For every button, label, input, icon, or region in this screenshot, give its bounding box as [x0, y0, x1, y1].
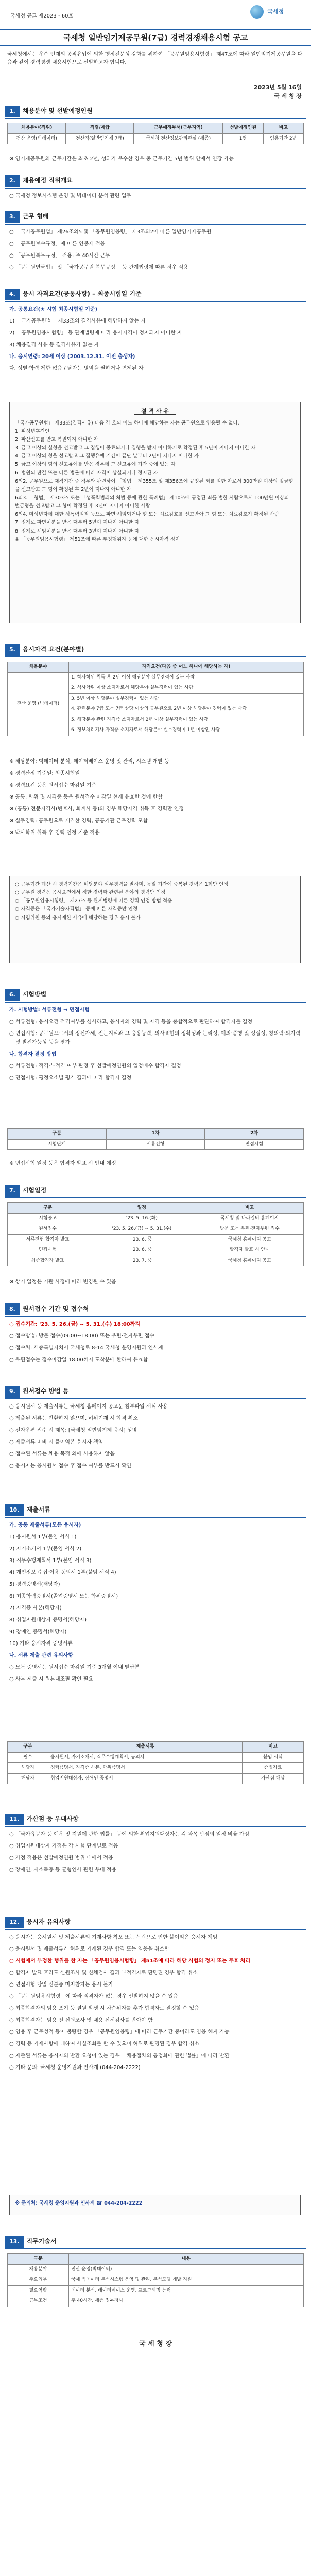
box-line: 7. 징계로 파면처분을 받은 때부터 5년이 지나지 아니한 자	[15, 520, 140, 526]
list-item: ○ 면접시험: 공무원으로서의 정신자세, 전문지식과 그 응용능력, 의사표현의 정확성과 논리성, 예의·품행 및 성실성, 창의력·의지력 및 발전가능성 등을 평가	[9, 1031, 301, 1045]
table-row	[8, 1245, 304, 1256]
table-cell: 합격자 발표 시 안내	[196, 1245, 303, 1256]
list-item: ○ 접수처: 세종특별자치시 국세청로 8-14 국세청 운영지원과 인사계	[9, 1345, 163, 1351]
table-cell: 국세청 홈페이지 공고	[196, 1256, 303, 1266]
box-line: ○ 자격증은 「국가기술자격법」 등에 따른 자격증만 인정	[15, 906, 138, 912]
notice-date: 2023년 5월 16일	[253, 84, 302, 91]
list-item: ○ 취업지원대상자 가점은 각 시험 단계별로 적용	[9, 1843, 118, 1849]
list-item: ○ 국세청 정보시스템 운영 및 빅데이터 분석 관련 업무	[9, 193, 132, 199]
table-cell: 경력증명서, 자격증 사본, 학위증명서	[48, 1763, 243, 1774]
logo-text: 국세청	[267, 8, 284, 15]
section-label: 가산점 등 우대사항	[26, 1815, 79, 1822]
section-number: 11.	[5, 1814, 24, 1825]
list-item: 다. 성별·학력 제한 없음 / 남자는 병역을 필하거나 면제된 자	[9, 366, 144, 371]
column-header: 채용분야(직위)	[8, 123, 66, 134]
table-cell: 응시원서, 자기소개서, 직무수행계획서, 동의서	[48, 1752, 243, 1763]
table-cell: 서류전형 합격자 발표	[8, 1234, 88, 1245]
table-cell: 취업지원대상자, 장애인 증명서	[48, 1773, 243, 1784]
section-label: 시험방법	[22, 991, 47, 998]
list-item: 8) 취업지원대상자 증명서(해당자)	[9, 1617, 87, 1623]
table-cell: 전산 운영 (빅데이터)	[8, 672, 69, 736]
note-text: ※ 경력산정 기준일: 최종시험일	[9, 771, 80, 776]
table-cell: 전산직(일반임기제 7급)	[66, 133, 134, 144]
table-cell: 해당자	[8, 1763, 48, 1774]
section-7-note	[9, 1278, 303, 1290]
section-11-body	[9, 1830, 303, 1877]
list-item: ○ 접수기간: '23. 5. 26.(금) ~ 5. 31.(수) 18:00까지	[9, 1321, 141, 1327]
list-item: ○ 장애인, 저소득층 등 균형인사 관련 우대 적용	[9, 1867, 117, 1873]
section-label: 직무기술서	[26, 2238, 57, 2245]
section-2-heading	[5, 175, 306, 189]
section-9-heading	[5, 1386, 306, 1399]
box-line: 「국가공무원법」 제33조(결격사유) 다음 각 호의 어느 하나에 해당하는 자는 공무원으로 임용될 수 없다.	[15, 420, 239, 426]
table-cell: 국세 빅데이터 분석시스템 운영 및 관리, 분석모델 개발 지원	[69, 2275, 304, 2286]
table-row	[8, 2285, 304, 2296]
list-item: 2) 자기소개서 1부(붙임 서식 2)	[9, 1546, 82, 1552]
section-12-heading	[5, 1917, 306, 1930]
list-item: 1) 응시원서 1부(붙임 서식 1)	[9, 1534, 77, 1540]
section-1-heading	[5, 106, 306, 119]
notice-number: 국세청 공고 제2023 - 60호	[10, 13, 74, 19]
section-number: 9.	[5, 1386, 20, 1398]
section-label: 응시자격 요건(분야별)	[22, 646, 84, 653]
table-cell: '23. 7. 중	[88, 1256, 196, 1266]
list-item: ○ 「공무원연금법」 및 「국가공무원 복무규정」 등 관계법령에 따른 처우 적용	[9, 265, 188, 270]
section-6-body	[9, 1006, 303, 1086]
table-cell: 1. 학사학위 취득 후 2년 이상 해당분야 실무경력이 있는 사람	[69, 672, 304, 683]
list-item: 나. 서류 제출 관련 유의사항	[9, 1653, 73, 1658]
column-header: 근무예정부서(근무지역)	[134, 123, 223, 134]
section-8-body	[9, 1320, 303, 1367]
table-cell: 2. 석사학위 이상 소지자로서 해당분야 실무경력이 있는 사람	[69, 683, 304, 694]
column-header: 비고	[196, 1203, 303, 1214]
list-item: ○ 제출된 서류는 응시자의 반환 요청이 있는 경우 「채용절차의 공정화에 관한 법률」에 따라 반환	[9, 2053, 230, 2059]
list-item: ○ 면접시험 당일 신분증 미지참자는 응시 불가	[9, 1982, 113, 1988]
table-cell: 4. 관련분야 7급 또는 7급 상당 이상의 공무원으로 2년 이상 해당분야 경력이 있는 사람	[69, 704, 304, 715]
section-number: 3.	[5, 211, 20, 223]
table-cell: 면접시험	[8, 1245, 88, 1256]
list-item: ○ 기타 문의: 국세청 운영지원과 인사계 (044-204-2222)	[9, 2065, 141, 2071]
document-table	[7, 1741, 304, 1784]
list-item: ○ 최종합격자의 임용 포기 등 결원 발생 시 차순위자를 추가 합격자로 결정할 수 있음	[9, 2006, 199, 2011]
note-text: ※ 공통: 학위 및 자격증 등은 원서접수 마감일 현재 유효한 것에 한함	[9, 794, 163, 800]
list-item: 2) 「공무원임용시험령」 등 관계법령에 따라 응시자격이 정지되지 아니한 자	[9, 330, 182, 336]
table-row	[8, 2264, 304, 2275]
section-4-heading	[5, 289, 306, 302]
section-7-heading	[5, 1185, 306, 1198]
table-cell: 데이터 분석, 데이터베이스 운영, 프로그래밍 능력	[69, 2285, 304, 2296]
box-line: 6. 법원의 판결 또는 다른 법률에 따라 자격이 상실되거나 정지된 자	[15, 470, 158, 476]
column-header: 2차	[205, 1129, 304, 1140]
table-cell: '23. 6. 중	[88, 1234, 196, 1245]
section-8-heading	[5, 1303, 306, 1317]
box-line: 6의3. 「형법」 제303조 또는 「성폭력범죄의 처벌 등에 관한 특례법」 제10조에 규정된 죄를 범한 사람으로서 100만원 이상의 벌금형을 선고받고 그 형이 확정된 후 3년이 지나지 아니한 사람	[15, 495, 289, 510]
list-item: ○ 경력 등 기재사항에 대하여 사실조회를 할 수 있으며 허위로 판명된 경우 합격 취소	[9, 2041, 199, 2047]
table-cell: 해당자	[8, 1773, 48, 1784]
box-line: ○ 공무원 경력은 응시요건에서 정한 경력과 관련된 분야의 경력만 인정	[15, 890, 166, 896]
box-line: ○ 근무기간 계산 시 경력기간은 해당분야 실무경력을 말하며, 동일 기간에 중복된 경력은 1회만 인정	[15, 882, 229, 887]
section-number: 10.	[5, 1504, 24, 1516]
position-table	[7, 123, 304, 144]
section-number: 13.	[5, 2236, 24, 2248]
list-item: ○ 접수방법: 방문 접수(09:00~18:00) 또는 우편·전자우편 접수	[9, 1333, 155, 1339]
stage-table	[7, 1128, 304, 1150]
list-item: 3) 직무수행계획서 1부(붙임 서식 3)	[9, 1558, 92, 1564]
list-item: ○ 접수된 서류는 채용 목적 외에 사용하지 않음	[9, 1451, 115, 1457]
section-label: 제출서류	[26, 1506, 50, 1513]
table-cell: 주 40시간, 세종 정부청사	[69, 2296, 304, 2307]
list-item: ○ 서류전형: 적격·부적격 여부 판정 후 선발예정인원의 일정배수 합격자 결정	[9, 1063, 181, 1069]
table-cell: 면접시험	[205, 1139, 304, 1150]
table-cell: 방문 또는 우편·전자우편 접수	[196, 1224, 303, 1235]
section-number: 2.	[5, 175, 20, 187]
section-5-heading	[5, 644, 306, 657]
page-title: 국세청 일반임기제공무원(7급) 경력경쟁채용시험 공고	[63, 33, 248, 42]
note-text: ※ 임기제공무원의 근무기간은 최초 2년, 성과가 우수한 경우 총 근무기간 5년 범위 안에서 연장 가능	[9, 156, 234, 162]
section-number: 8.	[5, 1303, 20, 1315]
column-header: 자격요건(다음 중 어느 하나에 해당하는 자)	[69, 662, 304, 673]
list-item: ○ 「국가공무원법」 제26조의5 및 「공무원임용령」 제3조의2에 따른 일반임기제공무원	[9, 229, 212, 235]
section-number: 5.	[5, 644, 20, 656]
note-text: ※ 해당분야: 빅데이터 분석, 데이터베이스 운영 및 관리, 시스템 개발 등	[9, 759, 169, 765]
note-text: ※ (공통) 전문자격사(변호사, 회계사 등)의 경우 해당자격 취득 후 경력만 인정	[9, 806, 184, 812]
list-item: ○ 우편접수는 접수마감일 18:00까지 도착분에 한하여 유효함	[9, 1357, 148, 1363]
list-item: ○ 서류전형: 응시요건 적격여부를 심사하고, 응시자의 경력 및 자격 등을 종합적으로 판단하여 합격자를 결정	[9, 1019, 252, 1025]
table-row	[8, 1213, 304, 1224]
table-cell: 필수	[8, 1752, 48, 1763]
logo-icon	[250, 5, 264, 19]
section-6-note	[9, 1159, 303, 1171]
table-cell: 시험단계	[8, 1139, 107, 1150]
table-row	[8, 2275, 304, 2286]
column-header: 채용분야	[8, 662, 69, 673]
column-header: 1차	[106, 1129, 205, 1140]
list-item: 7) 자격증 사본(해당자)	[9, 1605, 62, 1611]
table-cell: 붙임 서식	[243, 1752, 304, 1763]
box-line: 5. 금고 이상의 형의 선고유예를 받은 경우에 그 선고유예 기간 중에 있는 자	[15, 462, 176, 468]
qualification-table	[7, 662, 304, 736]
note-text: ※ 실무경력: 공무원으로 재직한 경력, 공공기관 근무경력 포함	[9, 818, 148, 824]
disqualification-box	[9, 402, 301, 623]
list-item: ○ 「공무원보수규정」에 따른 연봉제 적용	[9, 241, 106, 247]
box-title	[15, 406, 295, 416]
list-item: 1) 「국가공무원법」 제33조의 결격사유에 해당하지 않는 자	[9, 318, 146, 324]
box-line: 3. 금고 이상의 실형을 선고받고 그 집행이 종료되거나 집행을 받지 아니하기로 확정된 후 5년이 지나지 아니한 자	[15, 445, 256, 451]
section-6-heading	[5, 989, 306, 1003]
table-header-row	[8, 662, 304, 673]
list-item: ○ 임용 후 근무성적 등이 불량할 경우 「공무원임용령」에 따라 근무기간 중이라도 임용 해지 가능	[9, 2029, 230, 2035]
section-10-heading	[5, 1504, 306, 1518]
table-row	[8, 1256, 304, 1266]
job-description-table	[7, 2253, 304, 2307]
column-header: 일정	[88, 1203, 196, 1214]
section-9-body	[9, 1402, 303, 1473]
list-item: ○ 응시원서 및 제출서류가 허위로 기재된 경우 합격 또는 임용을 취소함	[9, 1946, 169, 1952]
section-label: 원서접수 기간 및 접수처	[22, 1305, 89, 1312]
table-cell: 시험공고	[8, 1213, 88, 1224]
list-item: ○ 모든 증명서는 원서접수 마감일 기준 3개월 이내 발급분	[9, 1665, 140, 1670]
section-label: 응시자 유의사항	[26, 1918, 71, 1925]
box-line: ○ 「공무원임용시험령」 제27조 등 관계법령에 따른 경력 인정 방법 적용	[15, 898, 172, 904]
list-item: ○ 시험에서 부정한 행위를 한 자는 「공무원임용시험령」 제51조에 따라 해당 시험의 정지 또는 무효 처리	[9, 1958, 251, 1964]
table-header-row	[8, 1129, 304, 1140]
table-header-row	[8, 123, 304, 134]
list-item: ○ 제출된 서류는 반환하지 않으며, 허위기재 시 합격 취소	[9, 1416, 138, 1421]
list-item: 가. 시험방법: 서류전형 → 면접시험	[9, 1007, 90, 1013]
box-line: 2. 파산선고를 받고 복권되지 아니한 자	[15, 436, 98, 443]
table-cell: '23. 5. 16.(화)	[88, 1213, 196, 1224]
schedule-table	[7, 1202, 304, 1266]
box-line: 1. 피성년후견인	[15, 428, 50, 434]
column-header: 선발예정인원	[223, 123, 263, 134]
table-cell: 가산점 대상	[243, 1773, 304, 1784]
table-row	[8, 2296, 304, 2307]
section-number: 6.	[5, 989, 20, 1001]
section-10-body	[9, 1521, 303, 1687]
section-number: 7.	[5, 1185, 20, 1197]
table-cell: 근무조건	[8, 2296, 69, 2307]
section-5-notes	[9, 757, 303, 840]
section-number: 1.	[5, 106, 20, 117]
box-line: 8. 징계로 해임처분을 받은 때부터 3년이 지나지 아니한 자	[15, 528, 140, 534]
table-row	[8, 1763, 304, 1774]
table-row	[8, 1752, 304, 1763]
list-item: 가. 공통요건(★ 시험 최종시험일 기준)	[9, 307, 98, 312]
table-cell: 증빙자료	[243, 1763, 304, 1774]
table-cell: 3. 5년 이상 해당분야 실무경력이 있는 사람	[69, 693, 304, 704]
title-rule-bottom	[0, 45, 311, 46]
note-text: ※ 상기 일정은 기관 사정에 따라 변경될 수 있음	[9, 1279, 116, 1285]
table-header-row	[8, 1203, 304, 1214]
logo	[250, 5, 284, 19]
list-item: ○ 최종합격자는 임용 전 신원조사 및 채용 신체검사를 받아야 함	[9, 2018, 153, 2023]
table-row	[8, 133, 304, 144]
column-header: 내용	[69, 2254, 304, 2265]
table-cell: 주요업무	[8, 2275, 69, 2286]
notice-signer: 국 세 청 장	[274, 92, 302, 99]
list-item: ○ 「공무원복무규정」 적용: 주 40시간 근무	[9, 253, 110, 259]
table-cell: 원서접수	[8, 1224, 88, 1235]
box-line: ※ 「공무원임용시험령」 제51조에 따른 부정행위자 등에 대한 응시자격 정지	[15, 536, 180, 543]
table-cell: 전산 운영(빅데이터)	[69, 2264, 304, 2275]
section-label: 채용분야 및 선발예정인원	[22, 107, 93, 114]
list-item: ○ 「국가유공자 등 예우 및 지원에 관한 법률」 등에 의한 취업지원대상자는 각 과목 만점의 일정 비율 가점	[9, 1832, 249, 1837]
column-header: 제출서류	[48, 1742, 243, 1753]
table-row	[8, 1224, 304, 1235]
box-line: 6의4. 미성년자에 대한 성폭력범죄 등으로 파면·해임되거나 형 또는 치료감호를 선고받아 그 형 또는 치료감호가 확정된 사람	[15, 512, 280, 518]
table-cell: 6. 정보처리기사 자격증 소지자로서 해당분야 실무경력이 1년 이상인 사람	[69, 725, 304, 736]
table-cell: 임용기간 2년	[263, 133, 303, 144]
section-number: 4.	[5, 289, 20, 300]
column-header: 직렬/계급	[66, 123, 134, 134]
list-item: ○ 전자우편 접수 시 제목: [국세청 일반임기제 응시] 성명	[9, 1428, 137, 1433]
list-item: 6) 최종학력증명서(졸업증명서 또는 학위증명서)	[9, 1594, 118, 1599]
section-11-heading	[5, 1814, 306, 1827]
list-item: 가. 공통 제출서류(모든 응시자)	[9, 1522, 81, 1528]
table-header-row	[8, 1742, 304, 1753]
table-cell: 국세청 및 나라일터 홈페이지	[196, 1213, 303, 1224]
section-13-heading	[5, 2236, 306, 2249]
list-item: 나. 응시연령: 20세 이상 (2003.12.31. 이전 출생자)	[9, 354, 135, 360]
section-label: 근무 형태	[22, 213, 49, 220]
table-cell: '23. 6. 중	[88, 1245, 196, 1256]
table-cell: 최종합격자 발표	[8, 1256, 88, 1266]
box-line: 4. 금고 이상의 형을 선고받고 그 집행유예 기간이 끝난 날부터 2년이 지나지 아니한 자	[15, 453, 199, 460]
column-header: 구분	[8, 1203, 88, 1214]
section-label: 응시 자격요건(공통사항) – 최종시험일 기준	[22, 290, 142, 297]
column-header: 비고	[243, 1742, 304, 1753]
list-item: 3) 채용결격 사유 등 결격사유가 없는 자	[9, 342, 99, 348]
table-row	[8, 1234, 304, 1245]
box-line: 6의2. 공무원으로 재직기간 중 직무와 관련하여 「형법」 제355조 및 제356조에 규정된 죄를 범한 자로서 300만원 이상의 벌금형을 선고받고 그 형이 확정된 후 2년이 지나지 아니한 자	[15, 478, 293, 493]
table-row	[8, 672, 304, 683]
list-item: ○ 응시자는 응시원서 및 제출서류의 기재사항 착오 또는 누락으로 인한 불이익은 응시자 책임	[9, 1935, 218, 1940]
section-12-body	[9, 1933, 303, 2075]
contact-box	[9, 2195, 301, 2215]
section-2-body	[9, 192, 303, 204]
list-item: 나. 합격자 결정 방법	[9, 1052, 57, 1057]
list-item: ○ 응시원서 등 제출서류는 국세청 홈페이지 공고문 첨부파일 서식 사용	[9, 1404, 168, 1410]
column-header: 구분	[8, 2254, 69, 2265]
section-label: 채용예정 직위개요	[22, 177, 73, 184]
table-cell: 필요역량	[8, 2285, 69, 2296]
section-label: 원서접수 방법 등	[22, 1387, 69, 1395]
section-1-note	[9, 155, 303, 166]
column-header: 구분	[8, 1129, 107, 1140]
section-3-body	[9, 228, 303, 275]
section-label: 시험일정	[22, 1187, 47, 1194]
note-text: ※ 면접시험 일정 등은 합격자 발표 시 안내 예정	[9, 1161, 116, 1166]
table-cell: 국세청 전산정보관리관실 (세종)	[134, 133, 223, 144]
table-row	[8, 1773, 304, 1784]
list-item: ○ 가점 적용은 선발예정인원 범위 내에서 적용	[9, 1855, 113, 1861]
table-header-row	[8, 2254, 304, 2265]
list-item: ○ 면접시험: 평정요소별 평가 결과에 따라 합격자 결정	[9, 1075, 132, 1081]
table-cell: 1명	[223, 133, 263, 144]
column-header: 구분	[8, 1742, 48, 1753]
list-item: ○ 사본 제출 시 원본대조필 확인 필요	[9, 1676, 94, 1682]
section-4-body	[9, 305, 303, 376]
column-header: 비고	[263, 123, 303, 134]
list-item: 4) 개인정보 수집·이용 동의서 1부(붙임 서식 4)	[9, 1570, 116, 1575]
table-cell: 국세청 홈페이지 공고	[196, 1234, 303, 1245]
note-text: ※ 박사학위 취득 후 경력 인정 기준 적용	[9, 830, 100, 836]
list-item: ○ 응시자는 응시원서 접수 후 접수 여부를 반드시 확인	[9, 1463, 132, 1469]
table-cell: 채용분야	[8, 2264, 69, 2275]
table-row	[8, 1139, 304, 1150]
list-item: ○ 「공무원임용시험령」에 따라 적격자가 없는 경우 선발하지 않을 수 있음	[9, 1994, 178, 1999]
list-item: 10) 기타 응시자격 증빙서류	[9, 1641, 73, 1647]
list-item: 5) 경력증명서(해당자)	[9, 1582, 60, 1587]
table-cell: 전산 운영(빅데이터)	[8, 133, 66, 144]
list-item: ○ 제출서류 미비 시 불이익은 응시자 책임	[9, 1439, 103, 1445]
box-title-text: 결 격 사 유	[134, 408, 176, 415]
list-item: ○ 합격자 발표 후라도 신원조사 및 신체검사 결과 부적격자로 판명된 경우 합격 취소	[9, 1970, 198, 1976]
notice-date-block	[254, 83, 302, 100]
table-cell: 5. 해당분야 관련 자격증 소지자로서 2년 이상 실무경력이 있는 사람	[69, 715, 304, 725]
top-bar	[0, 0, 311, 29]
note-text: ※ 경력요건 등은 원서접수 마감일 기준	[9, 783, 97, 788]
table-cell: '23. 5. 26.(금) ~ 5. 31.(수)	[88, 1224, 196, 1235]
contact-text: ※ 문의처: 국세청 운영지원과 인사계 ☎ 044-204-2222	[15, 2200, 143, 2206]
list-item: 9) 장애인 증명서(해당자)	[9, 1629, 67, 1635]
table-cell: 서류전형	[106, 1139, 205, 1150]
box-line: ○ 시험위원 등의 응시제한 사유에 해당하는 경우 응시 불가	[15, 914, 141, 921]
footer-signer: 국 세 청 장	[139, 2340, 172, 2348]
title-rule	[0, 29, 311, 30]
experience-box	[9, 876, 301, 963]
section-3-heading	[5, 211, 306, 225]
intro-text: 국세청에서는 우수 인재의 공직유입에 의한 행정전문성 강화를 위하여 「공무원임용시험령」 제47조에 따라 일반임기제공무원을 다음과 같이 경력경쟁 채용시험으로 선발하고자 합니다.	[7, 52, 303, 65]
section-number: 12.	[5, 1917, 24, 1928]
